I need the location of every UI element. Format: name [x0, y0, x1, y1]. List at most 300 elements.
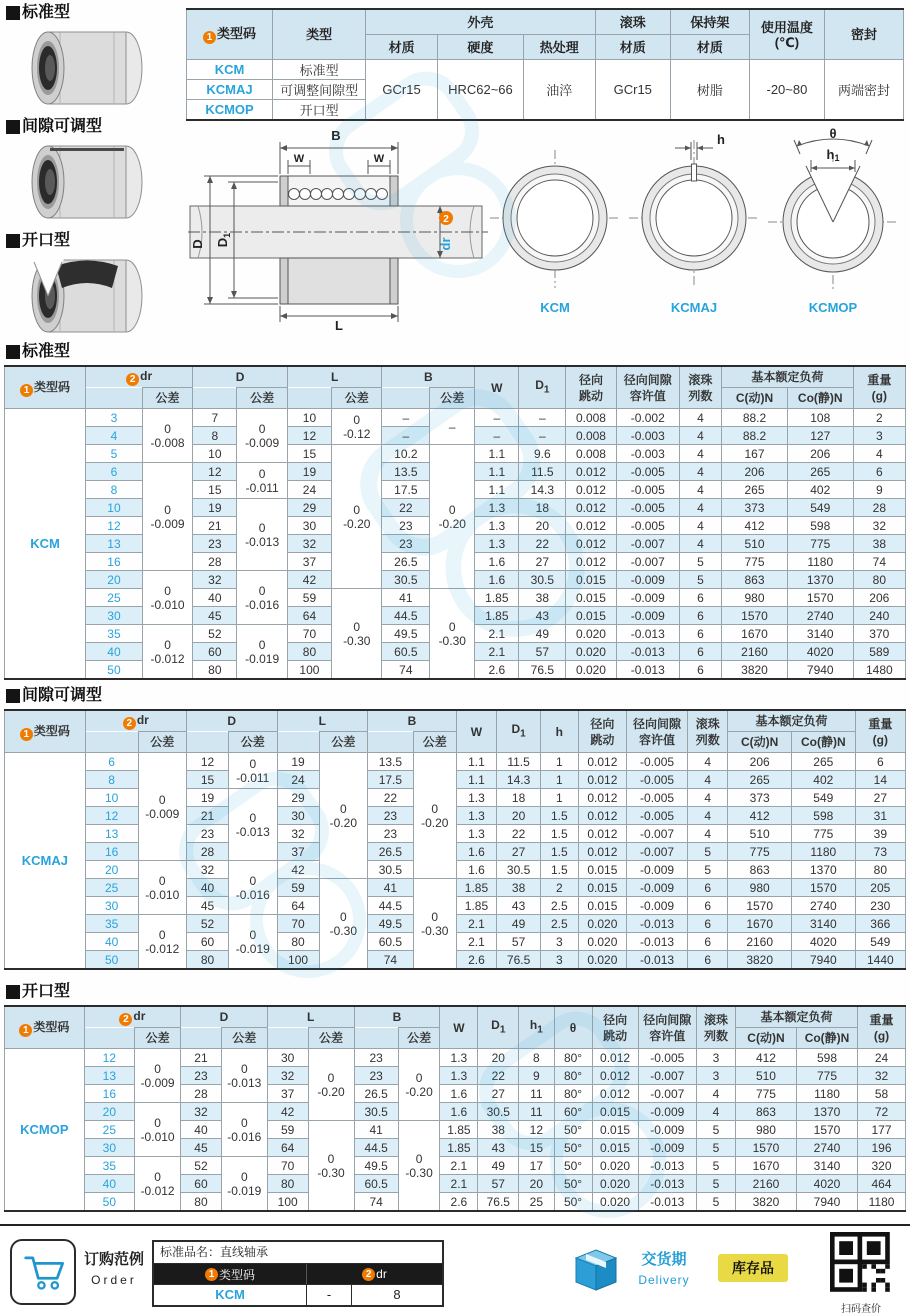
B-cell: 17.5: [368, 771, 414, 789]
square-bullet-icon: [6, 985, 20, 999]
value-cell: –: [475, 409, 519, 427]
value-cell: 0.015: [578, 879, 626, 897]
value-cell: 27: [497, 843, 541, 861]
value-cell: -0.007: [638, 1085, 696, 1103]
tolerance-cell: –: [430, 409, 475, 445]
B-cell: 26.5: [354, 1085, 398, 1103]
L-cell: 24: [277, 771, 319, 789]
dimension-table-KCMOP: [4, 1005, 906, 1212]
header-tolerance: 公差: [229, 732, 277, 753]
B-cell: –: [382, 427, 430, 445]
material-spec-table: [186, 8, 904, 121]
dr-cell: 6: [86, 463, 143, 481]
value-cell: 4: [688, 807, 728, 825]
header-L: L: [277, 710, 368, 732]
table-row: [5, 753, 906, 771]
value-cell: 50°: [554, 1139, 592, 1157]
product-type-title: [6, 232, 186, 250]
value-cell: 2.6: [440, 1193, 478, 1212]
value-cell: -0.009: [616, 607, 679, 625]
value-cell: 4: [679, 445, 721, 463]
value-cell: 2160: [722, 643, 788, 661]
value-cell: 0.020: [566, 643, 616, 661]
header-blank: [84, 1028, 134, 1049]
D-cell: 32: [181, 1103, 222, 1121]
section-title-open: 开口型: [6, 983, 908, 1001]
header-blank: [277, 732, 319, 753]
value-cell: 5: [696, 1139, 735, 1157]
value-cell: 1.3: [456, 825, 496, 843]
shell-material-cell: GCr15: [366, 60, 438, 121]
value-cell: 1.1: [475, 481, 519, 499]
B-cell: 60.5: [382, 643, 430, 661]
delivery-label-en: Delivery: [638, 1273, 690, 1287]
header-row: [5, 388, 906, 409]
dr-cell: 10: [85, 789, 138, 807]
L-cell: 64: [287, 607, 331, 625]
value-cell: 14: [855, 771, 905, 789]
D-cell: 15: [186, 771, 228, 789]
value-cell: 0.020: [566, 625, 616, 643]
L-cell: 12: [287, 427, 331, 445]
value-cell: 412: [728, 807, 792, 825]
value-cell: -0.013: [627, 915, 688, 933]
D-cell: 40: [193, 589, 237, 607]
value-cell: 2.1: [456, 933, 496, 951]
D-cell: 28: [186, 843, 228, 861]
dim-D: D: [190, 239, 205, 249]
B-cell: 49.5: [382, 625, 430, 643]
header-type-code: 1 类型码: [5, 366, 86, 409]
value-cell: 0.020: [592, 1175, 638, 1193]
dr-cell: 16: [84, 1085, 134, 1103]
D-cell: 21: [181, 1049, 222, 1067]
value-cell: -0.005: [616, 517, 679, 535]
value-cell: 7940: [792, 951, 856, 970]
L-cell: 100: [267, 1193, 308, 1212]
value-cell: 1670: [735, 1157, 796, 1175]
tolerance-cell: 0 -0.010: [135, 1103, 181, 1157]
dr-cell: 30: [86, 607, 143, 625]
tolerance-cell: 0 -0.20: [398, 1049, 440, 1121]
B-cell: 74: [382, 661, 430, 680]
ring-kcmop: [764, 126, 903, 322]
D-cell: 12: [193, 463, 237, 481]
value-cell: 15: [519, 1139, 554, 1157]
order-label-en: Order: [91, 1273, 137, 1287]
dr-cell: 12: [85, 807, 138, 825]
L-cell: 64: [267, 1139, 308, 1157]
type-code-cell: KCMAJ: [187, 80, 273, 100]
type-cell: 可调整间隙型: [273, 80, 366, 100]
value-cell: 0.012: [566, 499, 616, 517]
D-cell: 23: [186, 825, 228, 843]
qr-code: [826, 1232, 896, 1299]
dr-cell: 35: [84, 1157, 134, 1175]
header-temp: 使用温度 (℃): [749, 9, 824, 60]
header-blank: [267, 1028, 308, 1049]
value-cell: 1570: [792, 879, 856, 897]
qr-caption: 扫码查价: [841, 1304, 881, 1315]
tolerance-cell: 0 -0.009: [237, 409, 287, 463]
tolerance-cell: 0 -0.013: [237, 499, 287, 571]
value-cell: 25: [519, 1193, 554, 1212]
value-cell: 30.5: [497, 861, 541, 879]
value-cell: 1.6: [440, 1085, 478, 1103]
value-cell: 1.1: [475, 445, 519, 463]
dr-cell: 50: [85, 951, 138, 970]
type-code-cell: KCMOP: [5, 1049, 85, 1212]
header-tolerance: 公差: [413, 732, 456, 753]
D-cell: 12: [186, 753, 228, 771]
value-cell: 28: [853, 499, 905, 517]
delivery-box-icon: [572, 1246, 620, 1299]
D-cell: 21: [186, 807, 228, 825]
dimension-table-adjustable-wrap: [4, 709, 906, 970]
value-cell: 14.3: [497, 771, 541, 789]
seal-cell: 两端密封: [825, 60, 904, 121]
value-cell: 1.3: [456, 789, 496, 807]
header-row: [5, 366, 906, 388]
B-cell: 41: [368, 879, 414, 897]
L-cell: 30: [267, 1049, 308, 1067]
header-tolerance: 公差: [221, 1028, 267, 1049]
value-cell: 0.012: [578, 789, 626, 807]
value-cell: 1.85: [440, 1121, 478, 1139]
dr-cell: 40: [85, 933, 138, 951]
circled-2-icon: 2: [443, 214, 449, 225]
value-cell: 7940: [787, 661, 853, 680]
dr-cell: 50: [84, 1193, 134, 1212]
header-radial-runout: 径向 跳动: [592, 1006, 638, 1049]
value-cell: 775: [796, 1067, 857, 1085]
D-cell: 15: [193, 481, 237, 499]
B-cell: 30.5: [354, 1103, 398, 1121]
header-W: W: [456, 710, 496, 753]
dr-cell: 35: [86, 625, 143, 643]
order-example-sep: -: [307, 1285, 352, 1305]
header-tolerance: 公差: [142, 388, 192, 409]
value-cell: 3820: [735, 1193, 796, 1212]
value-cell: 80: [853, 571, 905, 589]
value-cell: 0.012: [578, 753, 626, 771]
value-cell: 43: [497, 897, 541, 915]
B-cell: 74: [368, 951, 414, 970]
dr-cell: 30: [84, 1139, 134, 1157]
value-cell: 32: [858, 1067, 906, 1085]
header-type: 类型: [273, 9, 366, 60]
value-cell: 3: [696, 1049, 735, 1067]
value-cell: 412: [735, 1049, 796, 1067]
D-cell: 8: [193, 427, 237, 445]
value-cell: 980: [722, 589, 788, 607]
value-cell: 1570: [728, 897, 792, 915]
value-cell: 2.5: [541, 915, 579, 933]
type-code-cell: KCM: [5, 409, 86, 680]
circled-1-icon: 1: [203, 31, 216, 44]
square-bullet-icon: [6, 689, 20, 703]
value-cell: 1370: [796, 1103, 857, 1121]
L-cell: 15: [287, 445, 331, 463]
value-cell: 4020: [792, 933, 856, 951]
value-cell: 775: [728, 843, 792, 861]
tolerance-cell: 0 -0.20: [308, 1049, 354, 1121]
value-cell: 2740: [792, 897, 856, 915]
value-cell: 24: [858, 1049, 906, 1067]
L-cell: 37: [267, 1085, 308, 1103]
value-cell: 3140: [792, 915, 856, 933]
B-cell: 41: [354, 1121, 398, 1139]
value-cell: 6: [688, 951, 728, 970]
value-cell: 5: [679, 553, 721, 571]
B-cell: 23: [354, 1049, 398, 1067]
value-cell: 1480: [853, 661, 905, 680]
dr-cell: 25: [86, 589, 143, 607]
D-cell: 28: [193, 553, 237, 571]
value-cell: 1.85: [456, 897, 496, 915]
L-cell: 32: [277, 825, 319, 843]
value-cell: 240: [853, 607, 905, 625]
tolerance-cell: 0 -0.012: [138, 915, 186, 970]
value-cell: 3: [541, 951, 579, 970]
value-cell: 20: [519, 517, 566, 535]
value-cell: -0.007: [616, 553, 679, 571]
header-tolerance: 公差: [308, 1028, 354, 1049]
value-cell: 2160: [735, 1175, 796, 1193]
dr-cell: 12: [84, 1049, 134, 1067]
value-cell: 6: [679, 625, 721, 643]
L-cell: 32: [287, 535, 331, 553]
L-cell: 80: [277, 933, 319, 951]
value-cell: 1670: [722, 625, 788, 643]
square-bullet-icon: [6, 234, 20, 248]
value-cell: 4: [679, 481, 721, 499]
header-radial-runout: 径向 跳动: [578, 710, 626, 753]
value-cell: 1370: [787, 571, 853, 589]
value-cell: 38: [478, 1121, 519, 1139]
dimension-table-open-wrap: [4, 1005, 906, 1212]
value-cell: 2.1: [475, 643, 519, 661]
D-cell: 21: [193, 517, 237, 535]
B-cell: 13.5: [382, 463, 430, 481]
order-cart-box: [10, 1239, 76, 1305]
value-cell: 20: [497, 807, 541, 825]
value-cell: 80: [855, 861, 905, 879]
header-c-dynamic: C(动)N: [722, 388, 788, 409]
header-weight: 重量 (g): [858, 1006, 906, 1049]
value-cell: -0.009: [638, 1103, 696, 1121]
D-cell: 19: [186, 789, 228, 807]
value-cell: -0.005: [616, 463, 679, 481]
header-blank: [85, 732, 138, 753]
tolerance-cell: 0 -0.30: [398, 1121, 440, 1212]
header-c-dynamic: C(动)N: [728, 732, 792, 753]
value-cell: 22: [497, 825, 541, 843]
B-cell: 60.5: [368, 933, 414, 951]
value-cell: 6: [688, 879, 728, 897]
D-cell: 40: [186, 879, 228, 897]
value-cell: -0.013: [616, 661, 679, 680]
header-h1: $h_1$: [519, 1006, 554, 1049]
value-cell: 4: [679, 427, 721, 445]
dr-cell: 10: [86, 499, 143, 517]
dim-L: L: [335, 318, 343, 332]
dim-D1: $D_1$: [215, 232, 232, 248]
bearing-image-adjustable: [10, 138, 170, 226]
value-cell: -0.009: [638, 1121, 696, 1139]
header-ball-rows: 滚珠 列数: [688, 710, 728, 753]
value-cell: 510: [735, 1067, 796, 1085]
header-tolerance: 公差: [237, 388, 287, 409]
value-cell: 9: [853, 481, 905, 499]
value-cell: 598: [787, 517, 853, 535]
footer: [0, 1224, 910, 1315]
header-W: W: [440, 1006, 478, 1049]
value-cell: 1.1: [456, 771, 496, 789]
value-cell: 206: [728, 753, 792, 771]
value-cell: 206: [787, 445, 853, 463]
value-cell: 1.5: [541, 807, 579, 825]
B-cell: 13.5: [368, 753, 414, 771]
value-cell: 6: [688, 933, 728, 951]
header-row: [5, 710, 906, 732]
value-cell: -0.005: [627, 789, 688, 807]
type-code-cell: KCM: [187, 60, 273, 80]
tolerance-cell: 0 -0.20: [430, 445, 475, 589]
header-tolerance: 公差: [398, 1028, 440, 1049]
header-weight: 重量 (g): [855, 710, 905, 753]
value-cell: 4: [679, 535, 721, 553]
dim-W-left: W: [293, 153, 305, 165]
value-cell: 1.85: [456, 879, 496, 897]
B-cell: 44.5: [354, 1139, 398, 1157]
cross-section-diagram: [188, 118, 488, 337]
value-cell: 1: [541, 789, 579, 807]
order-example-table: [152, 1240, 444, 1307]
B-cell: 23: [368, 807, 414, 825]
header-theta: θ: [554, 1006, 592, 1049]
value-cell: 49: [497, 915, 541, 933]
value-cell: 0.020: [578, 933, 626, 951]
header-tolerance: 公差: [138, 732, 186, 753]
cage-material-cell: 树脂: [670, 60, 749, 121]
tolerance-cell: 0 -0.20: [332, 445, 382, 589]
value-cell: 2740: [787, 607, 853, 625]
value-cell: 3140: [787, 625, 853, 643]
D-cell: 60: [181, 1175, 222, 1193]
value-cell: 11: [519, 1103, 554, 1121]
tolerance-cell: 0 -0.12: [332, 409, 382, 445]
value-cell: 1570: [722, 607, 788, 625]
value-cell: 20: [478, 1049, 519, 1067]
value-cell: 0.015: [566, 571, 616, 589]
tolerance-cell: 0 -0.30: [332, 589, 382, 680]
B-cell: 30.5: [382, 571, 430, 589]
tolerance-cell: 0 -0.013: [221, 1049, 267, 1103]
value-cell: -0.005: [616, 481, 679, 499]
value-cell: 4020: [787, 643, 853, 661]
value-cell: 1.6: [475, 553, 519, 571]
header-blank: [86, 388, 143, 409]
header-h: h: [541, 710, 579, 753]
square-bullet-icon: [6, 345, 20, 359]
value-cell: 402: [787, 481, 853, 499]
value-cell: 4020: [796, 1175, 857, 1193]
value-cell: 265: [722, 481, 788, 499]
value-cell: 510: [722, 535, 788, 553]
value-cell: -0.007: [616, 535, 679, 553]
value-cell: 0.015: [592, 1103, 638, 1121]
L-cell: 59: [287, 589, 331, 607]
B-cell: 23: [368, 825, 414, 843]
D-cell: 60: [186, 933, 228, 951]
value-cell: 265: [792, 753, 856, 771]
L-cell: 42: [277, 861, 319, 879]
dr-cell: 25: [84, 1121, 134, 1139]
value-cell: 38: [853, 535, 905, 553]
value-cell: 1: [541, 753, 579, 771]
header-dr: 2 dr: [84, 1006, 180, 1028]
circled-number-icon: 2: [123, 717, 136, 730]
value-cell: 127: [787, 427, 853, 445]
order-example-col2: 2 dr: [307, 1264, 442, 1284]
value-cell: 4: [853, 445, 905, 463]
ball-material-cell: GCr15: [595, 60, 670, 121]
tolerance-cell: 0 -0.30: [413, 879, 456, 970]
table-row: [5, 1103, 906, 1121]
product-type-label: 间隙可调型: [22, 118, 103, 135]
header-tolerance: 公差: [430, 388, 475, 409]
table-row: [5, 1049, 906, 1067]
B-cell: 44.5: [382, 607, 430, 625]
circled-number-icon: 1: [20, 384, 33, 397]
order-example-header: [154, 1264, 442, 1285]
order-label-cn: 订购范例: [83, 1251, 144, 1268]
value-cell: 17: [519, 1157, 554, 1175]
D-cell: 45: [193, 607, 237, 625]
value-cell: 6: [679, 589, 721, 607]
dr-cell: 35: [85, 915, 138, 933]
value-cell: 6: [679, 607, 721, 625]
value-cell: 4: [679, 517, 721, 535]
product-type-label: 标准型: [22, 4, 71, 21]
header-c-static: Co(静)N: [796, 1028, 857, 1049]
value-cell: 206: [853, 589, 905, 607]
B-cell: –: [382, 409, 430, 427]
value-cell: 60°: [554, 1103, 592, 1121]
value-cell: 1.6: [475, 571, 519, 589]
L-cell: 29: [277, 789, 319, 807]
value-cell: 0.020: [592, 1157, 638, 1175]
header-basic-load: 基本额定负荷: [735, 1006, 857, 1028]
value-cell: 265: [787, 463, 853, 481]
value-cell: 74: [853, 553, 905, 571]
value-cell: 265: [728, 771, 792, 789]
L-cell: 42: [287, 571, 331, 589]
type-code-cell: KCMAJ: [5, 753, 86, 970]
tolerance-cell: 0 -0.019: [237, 625, 287, 680]
header-dr: 2 dr: [86, 366, 193, 388]
dr-cell: 8: [86, 481, 143, 499]
value-cell: -0.009: [627, 861, 688, 879]
material-spec-table-wrap: [186, 8, 904, 121]
B-cell: 23: [354, 1067, 398, 1085]
value-cell: 6: [688, 915, 728, 933]
header-blank: [354, 1028, 398, 1049]
dimension-table-KCMAJ: [4, 709, 906, 970]
value-cell: 3140: [796, 1157, 857, 1175]
tolerance-cell: 0 -0.016: [221, 1103, 267, 1157]
